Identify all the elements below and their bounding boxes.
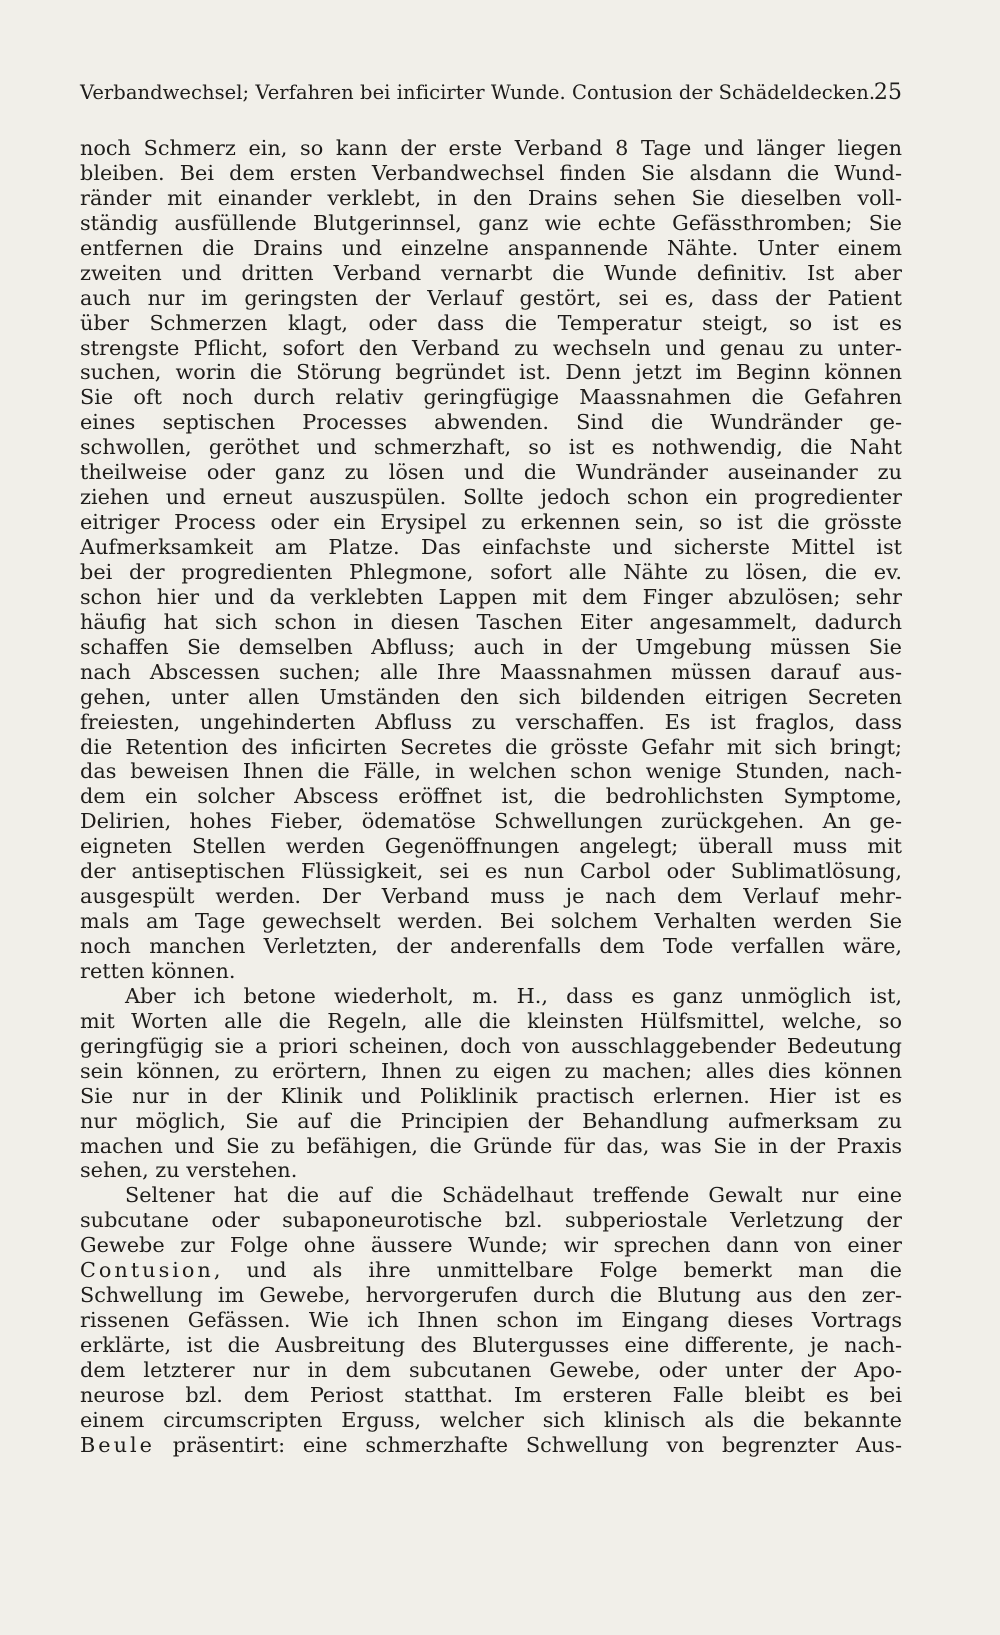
line-remainder: präsentirt: eine schmerzhafte Schwellung von begrenzter Aus- [154,1432,902,1457]
text-line: schaffen Sie demselben Abfluss; auch in der Umgebung müssen Sie [80,634,902,659]
text-line: häufig hat sich schon in diesen Taschen Eiter angesammelt, dadurch [80,609,902,634]
running-head-title: Verbandwechsel; Verfahren bei inficirter Wunde. Contusion der Schädeldecken. [80,81,876,104]
text-line: zweiten und dritten Verband vernarbt die Wunde definitiv. Ist aber [80,260,902,285]
paragraph-start-line: Seltener hat die auf die Schädelhaut treffende Gewalt nur eine [125,1183,902,1208]
text-line: sein können, zu erörtern, Ihnen zu eigen zu machen; alles dies können [80,1058,902,1083]
running-head [80,78,902,108]
text-line: ränder mit einander verklebt, in den Drains sehen Sie dieselben voll- [80,185,902,210]
text-line: theilweise oder ganz zu lösen und die Wundränder auseinander zu [80,460,902,485]
text-line: ständig ausfüllende Blutgerinnsel, ganz wie echte Gefässthromben; Sie [80,210,902,235]
text-line: dem letzterer nur in dem subcutanen Gewebe, oder unter der Apo- [80,1357,902,1382]
body-text [80,136,902,1458]
text-line: entfernen die Drains und einzelne anspannende Nähte. Unter einem [80,235,902,260]
line-remainder: , und als ihre unmittelbare Folge bemerkt man die [213,1258,902,1283]
spaced-term-contusion: Contusion [80,1258,214,1283]
text-line: Gewebe zur Folge ohne äussere Wunde; wir sprechen dann von einer [80,1233,902,1258]
text-line: bleiben. Bei dem ersten Verbandwechsel finden Sie alsdann die Wund- [80,160,902,185]
text-line-with-emphasis [80,1258,902,1283]
text-line: neurose bzl. dem Periost statthat. Im ersteren Falle bleibt es bei [80,1382,902,1407]
spaced-term-beule: Beule [80,1432,155,1457]
text-line: nur möglich, Sie auf die Principien der Behandlung aufmerksam zu [80,1108,902,1133]
text-line: schon hier und da verklebten Lappen mit dem Finger abzulösen; sehr [80,584,902,609]
text-line: suchen, worin die Störung begründet ist. Denn jetzt im Beginn können [80,360,902,385]
text-line: rissenen Gefässen. Wie ich Ihnen schon im Eingang dieses Vortrags [80,1308,902,1333]
page-number: 25 [873,80,902,105]
text-line: mals am Tage gewechselt werden. Bei solchem Verhalten werden Sie [80,909,902,934]
text-line: nach Abscessen suchen; alle Ihre Maassnahmen müssen darauf aus- [80,659,902,684]
text-line-with-emphasis [80,1433,902,1458]
text-line: auch nur im geringsten der Verlauf gestört, sei es, dass der Patient [80,285,902,310]
text-line: freiesten, ungehinderten Abfluss zu verschaffen. Es ist fraglos, dass [80,709,902,734]
text-line: Delirien, hohes Fieber, ödematöse Schwellungen zurückgehen. An ge- [80,809,902,834]
text-line: subcutane oder subaponeurotische bzl. subperiostale Verletzung der [80,1208,902,1233]
text-line: Schwellung im Gewebe, hervorgerufen durch die Blutung aus den zer- [80,1283,902,1308]
text-line: gehen, unter allen Umständen den sich bildenden eitrigen Secreten [80,684,902,709]
text-line: eigneten Stellen werden Gegenöffnungen angelegt; überall muss mit [80,834,902,859]
text-line: bei der progredienten Phlegmone, sofort alle Nähte zu lösen, die ev. [80,559,902,584]
text-line: über Schmerzen klagt, oder dass die Temperatur steigt, so ist es [80,310,902,335]
text-line: Sie nur in der Klinik und Poliklinik practisch erlernen. Hier ist es [80,1083,902,1108]
text-line: dem ein solcher Abscess eröffnet ist, die bedrohlichsten Symptome, [80,784,902,809]
text-line: mit Worten alle die Regeln, alle die kleinsten Hülfsmittel, welche, so [80,1008,902,1033]
text-line: noch manchen Verletzten, der anderenfalls dem Tode verfallen wäre, [80,934,902,958]
text-line: sehen, zu verstehen. [80,1158,298,1183]
text-line: einem circumscripten Erguss, welcher sich klinisch als die bekannte [80,1407,902,1432]
text-line: die Retention des inficirten Secretes die grösste Gefahr mit sich bringt; [80,734,902,759]
text-line: erklärte, ist die Ausbreitung des Blutergusses eine differente, je nach- [80,1333,902,1357]
text-line: noch Schmerz ein, so kann der erste Verband 8 Tage und länger liegen [80,136,902,160]
text-line: der antiseptischen Flüssigkeit, sei es nun Carbol oder Sublimatlösung, [80,859,902,884]
text-line: strengste Pflicht, sofort den Verband zu wechseln und genau zu unter- [80,335,902,360]
text-line: eines septischen Processes abwenden. Sind die Wundränder ge- [80,410,902,435]
text-line: Sie oft noch durch relativ geringfügige Maassnahmen die Gefahren [80,385,902,410]
text-line: ausgespült werden. Der Verband muss je nach dem Verlauf mehr- [80,884,902,909]
text-line: das beweisen Ihnen die Fälle, in welchen schon wenige Stunden, nach- [80,759,902,784]
text-line: retten können. [80,958,236,983]
text-line: eitriger Process oder ein Erysipel zu erkennen sein, so ist die grösste [80,510,902,535]
text-line: Aufmerksamkeit am Platze. Das einfachste und sicherste Mittel ist [80,535,902,559]
text-line: machen und Sie zu befähigen, die Gründe für das, was Sie in der Praxis [80,1133,902,1158]
text-line: ziehen und erneut auszuspülen. Sollte jedoch schon ein progredienter [80,485,902,510]
paragraph-start-line: Aber ich betone wiederholt, m. H., dass es ganz unmöglich ist, [125,983,902,1008]
text-line: schwollen, geröthet und schmerzhaft, so ist es nothwendig, die Naht [80,435,902,460]
text-line: geringfügig sie a priori scheinen, doch von ausschlaggebender Bedeutung [80,1033,902,1058]
